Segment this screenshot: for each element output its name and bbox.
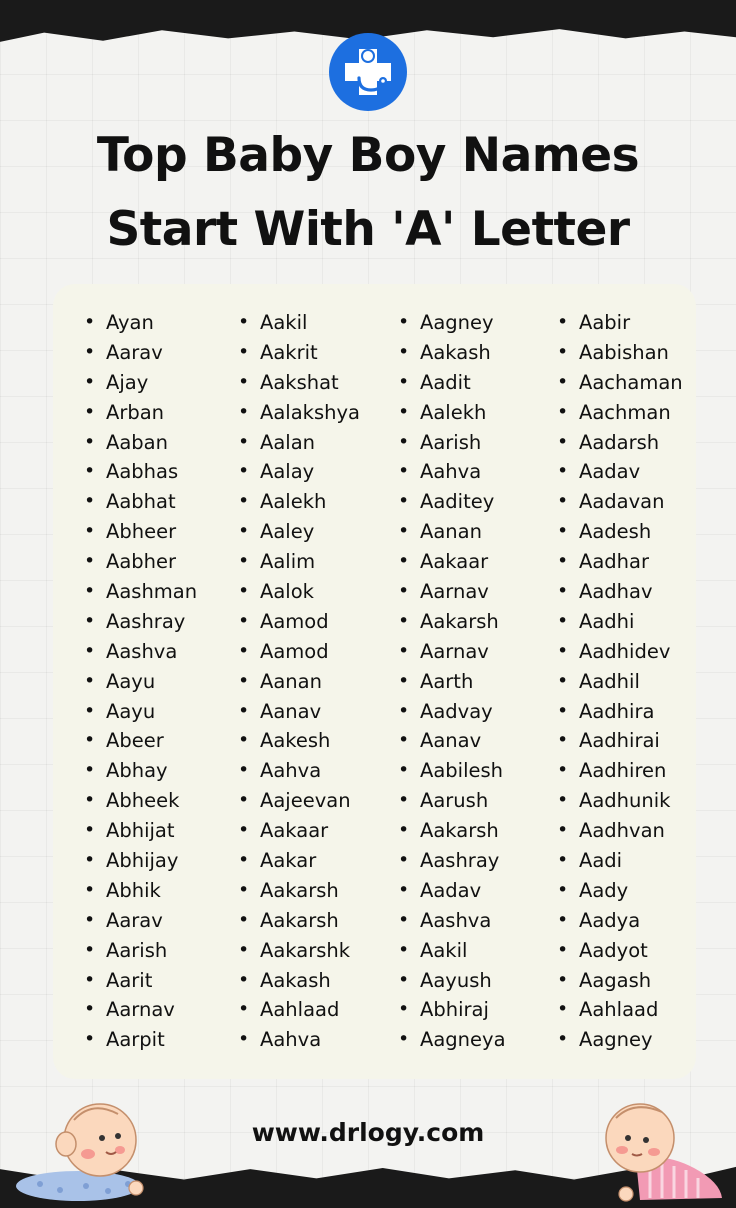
- name-item: • Aakash: [398, 338, 506, 368]
- name-item: • Aahva: [238, 756, 360, 786]
- name-item: • Aagney: [557, 1025, 683, 1055]
- name-item: • Ayan: [84, 308, 197, 338]
- name-item: • Aakarsh: [238, 906, 360, 936]
- name-item: • Aadyot: [557, 936, 683, 966]
- name-item: • Aarth: [398, 667, 506, 697]
- name-item: • Aanan: [398, 517, 506, 547]
- name-item: • Aarav: [84, 338, 197, 368]
- website-url: www.drlogy.com: [251, 1118, 485, 1147]
- name-item: • Aabishan: [557, 338, 683, 368]
- names-column-1: [84, 308, 197, 1055]
- name-item: • Aakshat: [238, 368, 360, 398]
- name-item: • Arban: [84, 398, 197, 428]
- name-item: • Aachaman: [557, 368, 683, 398]
- name-item: • Aajeevan: [238, 786, 360, 816]
- name-item: • Aakarsh: [398, 816, 506, 846]
- name-item: • Aarish: [84, 936, 197, 966]
- name-item: • Aabilesh: [398, 756, 506, 786]
- name-item: • Aahva: [398, 457, 506, 487]
- page-title-line1: Top Baby Boy Names: [96, 128, 640, 183]
- name-item: • Aakil: [398, 936, 506, 966]
- name-item: • Aakarsh: [398, 607, 506, 637]
- name-item: • Aakar: [238, 846, 360, 876]
- name-item: • Abhijat: [84, 816, 197, 846]
- name-item: • Aabhat: [84, 487, 197, 517]
- name-item: • Aaditey: [398, 487, 506, 517]
- name-item: • Aamod: [238, 637, 360, 667]
- name-item: • Aaley: [238, 517, 360, 547]
- name-item: • Aabir: [557, 308, 683, 338]
- name-item: • Aadit: [398, 368, 506, 398]
- name-item: • Aaban: [84, 428, 197, 458]
- name-item: • Aabher: [84, 547, 197, 577]
- name-item: • Aarnav: [398, 637, 506, 667]
- name-item: • Aagneya: [398, 1025, 506, 1055]
- name-item: • Aagash: [557, 966, 683, 996]
- name-item: • Abhijay: [84, 846, 197, 876]
- name-item: • Aahlaad: [557, 995, 683, 1025]
- name-item: • Aadhil: [557, 667, 683, 697]
- name-item: • Aadhira: [557, 697, 683, 727]
- name-item: • Aayush: [398, 966, 506, 996]
- name-item: • Aadesh: [557, 517, 683, 547]
- name-item: • Aady: [557, 876, 683, 906]
- name-item: • Aarit: [84, 966, 197, 996]
- name-item: • Aarush: [398, 786, 506, 816]
- baby-illustration-right: [596, 1098, 730, 1204]
- name-item: • Aashman: [84, 577, 197, 607]
- name-item: • Aashray: [398, 846, 506, 876]
- name-item: • Aarnav: [84, 995, 197, 1025]
- name-item: • Aakesh: [238, 726, 360, 756]
- name-item: • Aadhav: [557, 577, 683, 607]
- name-item: • Aadav: [398, 876, 506, 906]
- name-item: • Aalim: [238, 547, 360, 577]
- name-item: • Abheek: [84, 786, 197, 816]
- page-title-line2: Start With 'A' Letter: [106, 202, 630, 257]
- name-item: • Abeer: [84, 726, 197, 756]
- name-item: • Abhay: [84, 756, 197, 786]
- name-item: • Aadhar: [557, 547, 683, 577]
- name-item: • Aadhunik: [557, 786, 683, 816]
- name-item: • Aakil: [238, 308, 360, 338]
- name-item: • Aakarsh: [238, 876, 360, 906]
- name-item: • Aakaar: [238, 816, 360, 846]
- names-column-3: [398, 308, 506, 1055]
- name-item: • Aamod: [238, 607, 360, 637]
- name-item: • Aashray: [84, 607, 197, 637]
- name-item: • Aalakshya: [238, 398, 360, 428]
- name-item: • Aayu: [84, 697, 197, 727]
- name-item: • Aashva: [398, 906, 506, 936]
- name-item: • Abheer: [84, 517, 197, 547]
- name-item: • Aalok: [238, 577, 360, 607]
- name-item: • Aakash: [238, 966, 360, 996]
- name-item: • Aabhas: [84, 457, 197, 487]
- name-item: • Aalekh: [238, 487, 360, 517]
- name-item: • Aadhvan: [557, 816, 683, 846]
- name-item: • Aarpit: [84, 1025, 197, 1055]
- name-item: • Aadhirai: [557, 726, 683, 756]
- name-item: • Aadya: [557, 906, 683, 936]
- name-item: • Aadi: [557, 846, 683, 876]
- name-item: • Aahlaad: [238, 995, 360, 1025]
- name-item: • Aadhi: [557, 607, 683, 637]
- name-item: • Aanav: [238, 697, 360, 727]
- name-item: • Aadavan: [557, 487, 683, 517]
- name-item: • Aadhidev: [557, 637, 683, 667]
- baby-illustration-left: [8, 1098, 148, 1202]
- names-column-4: [557, 308, 683, 1055]
- name-item: • Aalekh: [398, 398, 506, 428]
- name-item: • Aakarshk: [238, 936, 360, 966]
- name-item: • Aakrit: [238, 338, 360, 368]
- name-item: • Abhiraj: [398, 995, 506, 1025]
- name-item: • Aashva: [84, 637, 197, 667]
- name-item: • Aanav: [398, 726, 506, 756]
- name-item: • Aadarsh: [557, 428, 683, 458]
- medical-cross-stethoscope-icon: [328, 32, 408, 112]
- name-item: • Aagney: [398, 308, 506, 338]
- name-item: • Aanan: [238, 667, 360, 697]
- name-item: • Aarnav: [398, 577, 506, 607]
- name-item: • Abhik: [84, 876, 197, 906]
- name-item: • Aachman: [557, 398, 683, 428]
- name-item: • Aahva: [238, 1025, 360, 1055]
- name-item: • Aarav: [84, 906, 197, 936]
- name-item: • Aalay: [238, 457, 360, 487]
- name-item: • Aadhiren: [557, 756, 683, 786]
- name-item: • Aadvay: [398, 697, 506, 727]
- name-item: • Aarish: [398, 428, 506, 458]
- names-column-2: [238, 308, 360, 1055]
- name-item: • Aadav: [557, 457, 683, 487]
- name-item: • Aalan: [238, 428, 360, 458]
- name-item: • Ajay: [84, 368, 197, 398]
- name-item: • Aayu: [84, 667, 197, 697]
- name-item: • Aakaar: [398, 547, 506, 577]
